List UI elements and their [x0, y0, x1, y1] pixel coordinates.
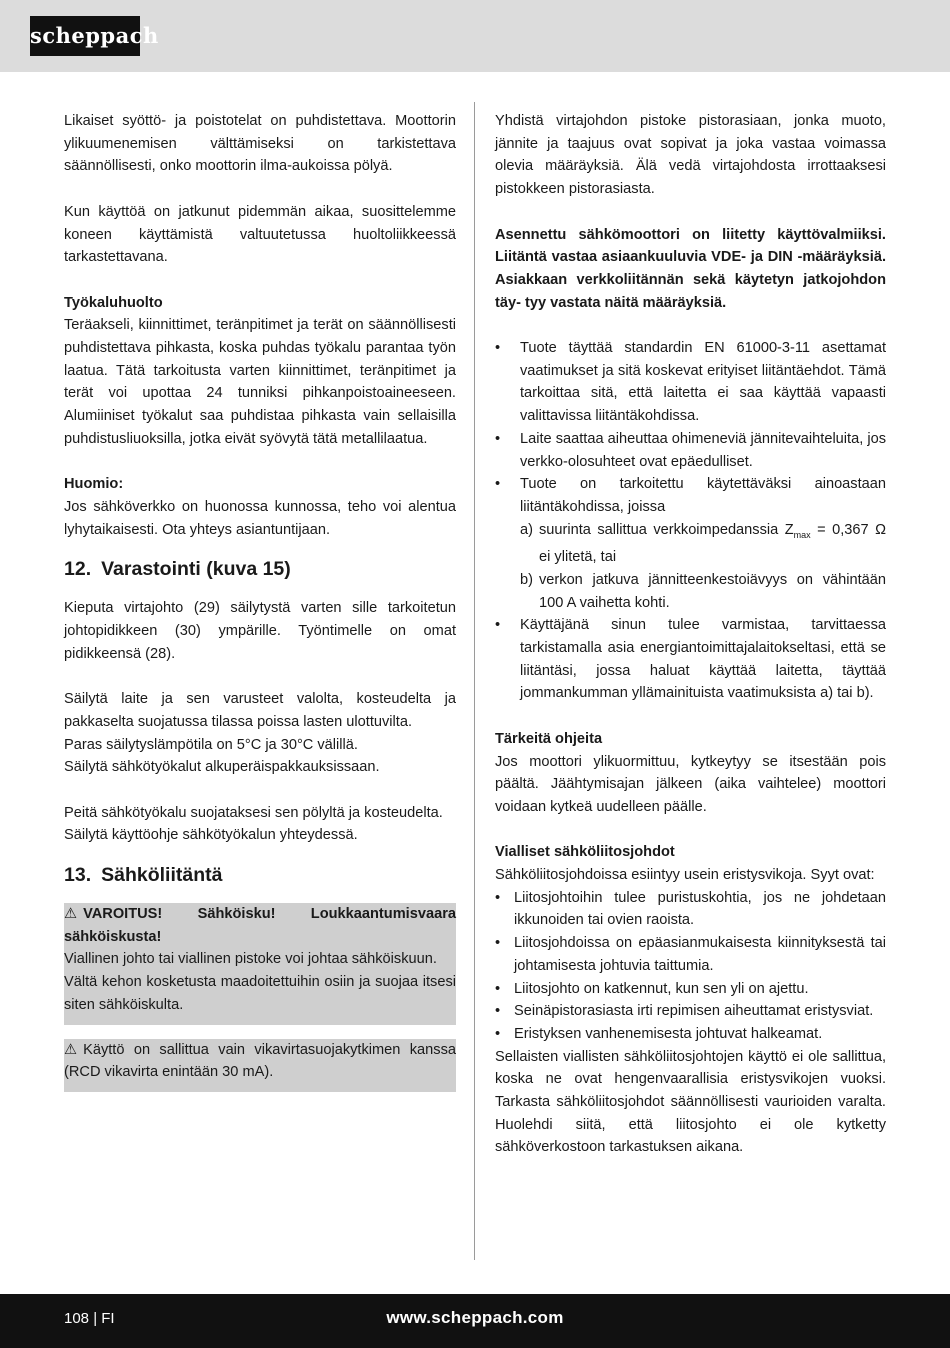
section-12-title: Varastointi (kuva 15)	[101, 558, 291, 581]
list-item: • Liitosjohdoissa on epäasianmukaisesta kiinnityksestä tai johtamisesta johtuvia taittumia.	[495, 932, 886, 977]
list-item: • Liitosjohtoihin tulee puristuskohtia, jos ne johdetaan ikkunoiden tai ovien raoista.	[495, 887, 886, 932]
damaged-cables-intro: Sähköliitosjohdoissa esiintyy usein eristysvikoja. Syyt ovat:	[495, 867, 875, 884]
list-item: • Käyttäjänä sinun tulee varmistaa, tarvittaessa tarkistamalla asia energiantoimittajalaitokseltasi, että se liitäntäsi, jossa haluat käyttää laitetta, täyttää jommankumman yllämainituista vaatimuksista a) tai b).	[495, 614, 886, 705]
storage-paragraph-2c: Säilytä sähkötyökalut alkuperäispakkauksissaan.	[64, 759, 380, 776]
tool-maintenance-heading: Työkaluhuolto	[64, 294, 163, 311]
rcd-warning-box	[64, 1039, 456, 1092]
storage-paragraph-1: Kieputa virtajohto (29) säilytystä varten sille tarkoitetun johtopidikkeen (30) ympärille. Työntimelle on omat pidikkeensä (28).	[64, 600, 456, 662]
website-url: www.scheppach.com	[386, 1308, 564, 1327]
service-paragraph: Kun käyttöä on jatkunut pidemmän aikaa, suosittelemme koneen käyttämistä valtuutetussa huoltoliikkeessä tarkastettavana.	[64, 203, 456, 266]
important-notes-heading: Tärkeitä ohjeita	[495, 730, 603, 747]
note-text: Jos sähköverkko on huonossa kunnossa, teho voi alentua lyhytaikaisesti. Ota yhteys asiantuntijaan.	[64, 498, 456, 538]
sub-item-b: b) verkon jatkuva jännitteenkestoiävyys on vähintään 100 A vaihetta kohti.	[520, 571, 886, 611]
cleaning-paragraph: Likaiset syöttö- ja poistotelat on puhdistettava. Moottorin ylikuumenemisen välttämiseksi on tarkistettava säännöllisesti, onko moottorin ilma-aukoissa pölyä.	[64, 113, 456, 175]
page-number: 108 | FI	[64, 1310, 115, 1327]
section-13-title: Sähköliitäntä	[101, 864, 223, 887]
motor-connection-bold: Asennettu sähkömoottori on liitetty käyttövalmiiksi. Liitäntä vastaa asiaankuuluvia VDE- ja DIN -määräyksiä. Asiakkaan verkkoliitännän sekä käytetyn jatkojohdon täy- tyy vastata näitä määräyksiä.	[495, 226, 886, 311]
warning-line-2: Vältä kehon kosketusta maadoitettuihin osiin ja suojaa itsesi siten sähköiskulta.	[64, 974, 456, 1013]
section-13-number: 13.	[64, 864, 92, 887]
electric-shock-warning-box	[64, 903, 456, 1025]
section-13-heading	[64, 861, 456, 889]
list-item: • Liitosjohto on katkennut, kun sen yli on ajettu.	[495, 978, 886, 1001]
warning-triangle-icon: ⚠	[64, 1041, 78, 1058]
section-12-heading	[64, 555, 456, 583]
damaged-cables-heading: Vialliset sähköliitosjohdot	[495, 844, 675, 861]
storage-paragraph-2b: Paras säilytyslämpötila on 5°C ja 30°C välillä.	[64, 736, 358, 753]
important-notes-text: Jos moottori ylikuormittuu, kytkeytyy se itsestään pois päältä. Jäähtymisajan jälkeen (aika vaihtelee) moottori voidaan kytkeä uudelleen päälle.	[495, 753, 886, 815]
storage-paragraph-2a: Säilytä laite ja sen varusteet valolta, kosteudelta ja pakkaselta suojatussa tilassa poissa lasten ulottuvilta.	[64, 691, 456, 730]
warning-title: ⚠ VAROITUS! Sähköisku! Loukkaantumisvaara sähköiskusta!	[64, 903, 456, 948]
note-heading: Huomio:	[64, 476, 124, 493]
plug-paragraph: Yhdistä virtajohdon pistoke pistorasiaan, jonka muoto, jännite ja taajuus ovat sopivat ja joka vastaa voimassa olevia määräyksiä. Älä vedä virtajohdosta irrottaaksesi pistokkeen pistorasiasta.	[495, 113, 886, 198]
left-column	[64, 110, 456, 1092]
page-footer	[0, 1294, 950, 1348]
list-item: • Eristyksen vanhenemisesta johtuvat halkeamat.	[495, 1023, 886, 1046]
list-item: • Tuote on tarkoitettu käytettäväksi ainoastaan liitäntäkohdissa, joissa a) suurinta sallittua verkkoimpedanssia $Z_{max} = 0,367$ Ω ei ylitetä, tai b) verkon jatkuva jännitteenkestoiävyys on vähintään 100 A vaihetta kohti.	[495, 473, 886, 614]
list-item: • Seinäpistorasiasta irti repimisen aiheuttamat eristysviat.	[495, 1000, 886, 1023]
right-column	[495, 110, 886, 1159]
tool-maintenance-text: Teräakseli, kiinnittimet, teränpitimet ja terät on säännöllisesti puhdistettava pihkasta, koska puhdas työkalu parantaa työn laatua. Tätä tarkoitusta varten kiinnittimet, teränpitimet ja terät voi upottaa 24 tunniksi pihkanpoistoaineeseen. Alumiiniset työkalut saa puhdistaa pihkasta vain sellaisilla puhdistusliuoksilla, jotka eivät syövytä tätä metallilaatua.	[64, 317, 456, 447]
sub-item-a: a) suurinta sallittua verkkoimpedanssia $Z_{max} = 0,367$ Ω ei ylitetä, tai	[520, 521, 886, 566]
warning-triangle-icon: ⚠	[64, 906, 78, 923]
rcd-warning-text: ⚠ Käyttö on sallittua vain vikavirtasuojakytkimen kanssa (RCD vikavirta enintään 30 mA).	[64, 1039, 456, 1084]
storage-paragraph-3a: Peitä sähkötyökalu suojataksesi sen pölyltä ja kosteudelta.	[64, 804, 443, 821]
brand-logo: scheppach	[30, 16, 140, 56]
list-item: • Tuote täyttää standardin EN 61000-3-11 asettamat vaatimukset ja sitä koskevat erityiset liitäntäehdot. Tämä tarkoittaa sitä, että laitetta ei saa käyttää vapaasti valittavissa liitäntäkohdissa.	[495, 337, 886, 428]
page-header	[0, 0, 950, 72]
requirements-list	[495, 337, 886, 705]
list-item: • Laite saattaa aiheuttaa ohimeneviä jännitevaihteluita, jos verkko-olosuhteet ovat epäedulliset.	[495, 428, 886, 473]
section-12-number: 12.	[64, 558, 92, 581]
cable-causes-list	[495, 887, 886, 1046]
warning-line-1: Viallinen johto tai viallinen pistoke voi johtaa sähköiskuun.	[64, 951, 437, 968]
column-divider	[474, 102, 475, 1260]
closing-paragraph: Sellaisten viallisten sähköliitosjohtojen käyttö ei ole sallittua, koska ne ovat hengenvaarallisia eristysvikojen vuoksi. Tarkasta sähköliitosjohdot säännöllisesti vaurioiden varalta. Huolehdi siitä, että liitosjohto ei ole kytketty sähköverkostoon tarkastuksen aikana.	[495, 1048, 886, 1156]
storage-paragraph-3b: Säilytä käyttöohje sähkötyökalun yhteydessä.	[64, 827, 358, 844]
